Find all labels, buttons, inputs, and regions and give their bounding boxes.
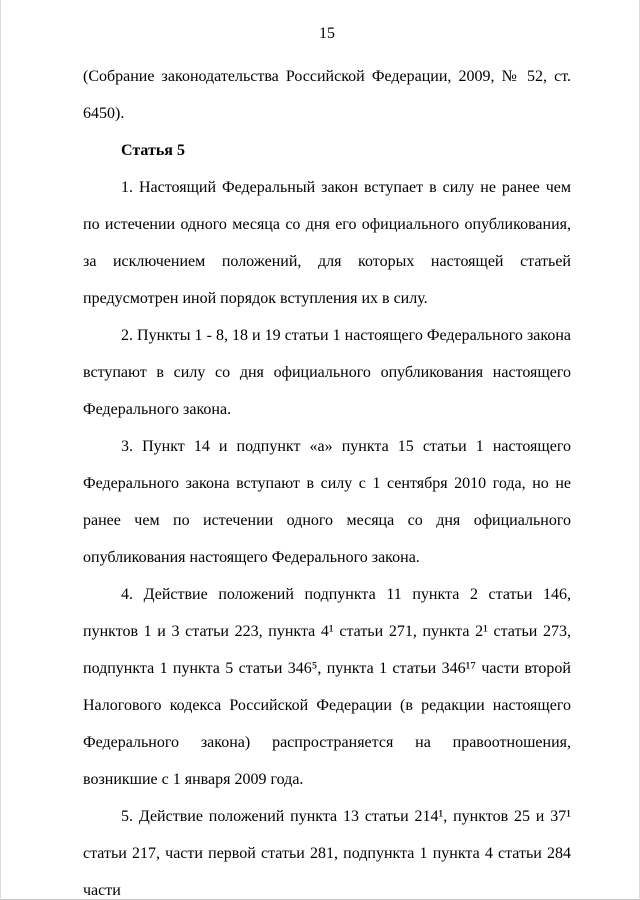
paragraph-3: 3. Пункт 14 и подпункт «а» пункта 15 статьи 1 настоящего Федерального закона вступают в силу с 1 сентября 2010 года, но не ранее чем по истечении одного месяца со дня официального опубликования настоящего Федерального закона. — [83, 438, 571, 566]
citation-line: (Собрание законодательства Российской Федерации, 2009, № 52, ст. 6450). — [83, 68, 571, 122]
paragraph-1: 1. Настоящий Федеральный закон вступает в силу не ранее чем по истечении одного месяца со дня его официального опубликования, за исключением положений, для которых настоящей статьей предусмотрен иной порядок вступления их в силу. — [83, 179, 571, 307]
paragraph-2: 2. Пункты 1 - 8, 18 и 19 статьи 1 настоящего Федерального закона вступают в силу со дня официального опубликования настоящего Федерального закона. — [83, 327, 571, 418]
paragraph-4: 4. Действие положений подпункта 11 пункта 2 статьи 146, пунктов 1 и 3 статьи 223, пункта 4¹ статьи 271, пункта 2¹ статьи 273, подпункта 1 пункта 5 статьи 346⁵, пункта 1 статьи 346¹⁷ части второй Налогового кодекса Российской Федерации (в редакции настоящего Федерального закона) распространяется на правоотношения, возникшие с 1 января 2009 года. — [83, 586, 571, 788]
page-number: 15 — [319, 25, 335, 42]
article-title: Статья 5 — [121, 142, 185, 159]
paragraph-5: 5. Действие положений пункта 13 статьи 214¹, пунктов 25 и 37¹ статьи 217, части первой статьи 281, подпункта 1 пункта 4 статьи 284 части — [83, 808, 571, 899]
